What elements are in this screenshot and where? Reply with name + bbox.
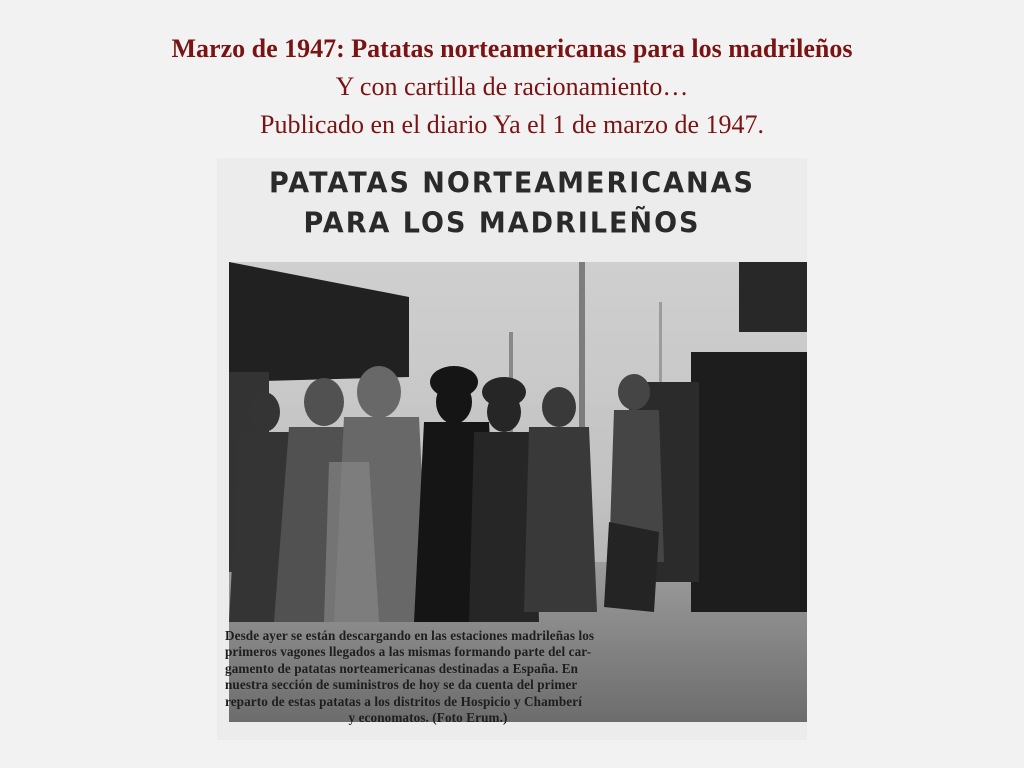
clipping-headline	[217, 164, 807, 244]
clipping-headline-line-2: PARA LOS MADRILEÑOS	[303, 207, 701, 240]
caption-line: gamento de patatas norteamericanas destinadas a España. En	[225, 660, 579, 676]
clipping-headline-line-1: PATATAS NORTEAMERICANAS	[269, 167, 755, 200]
slide-source-note: Publicado en el diario Ya el 1 de marzo de 1947.	[260, 110, 764, 139]
caption-line: reparto de estas patatas a los distritos de Hospicio y Chamberí	[225, 693, 582, 709]
slide-title: Marzo de 1947: Patatas norteamericanas para los madrileños	[171, 34, 853, 63]
newspaper-clipping	[217, 158, 807, 740]
slide-title-block	[0, 30, 1024, 144]
caption-line: nuestra sección de suministros de hoy se da cuenta del primer	[225, 677, 578, 693]
slide-subtitle: Y con cartilla de racionamiento…	[335, 72, 689, 101]
clipping-caption	[225, 628, 801, 726]
caption-line: Desde ayer se están descargando en las estaciones madrileñas los	[225, 628, 595, 643]
caption-line: y economatos. (Foto Erum.)	[348, 710, 508, 726]
caption-line: primeros vagones llegados a las mismas formando parte del car-	[225, 644, 592, 660]
